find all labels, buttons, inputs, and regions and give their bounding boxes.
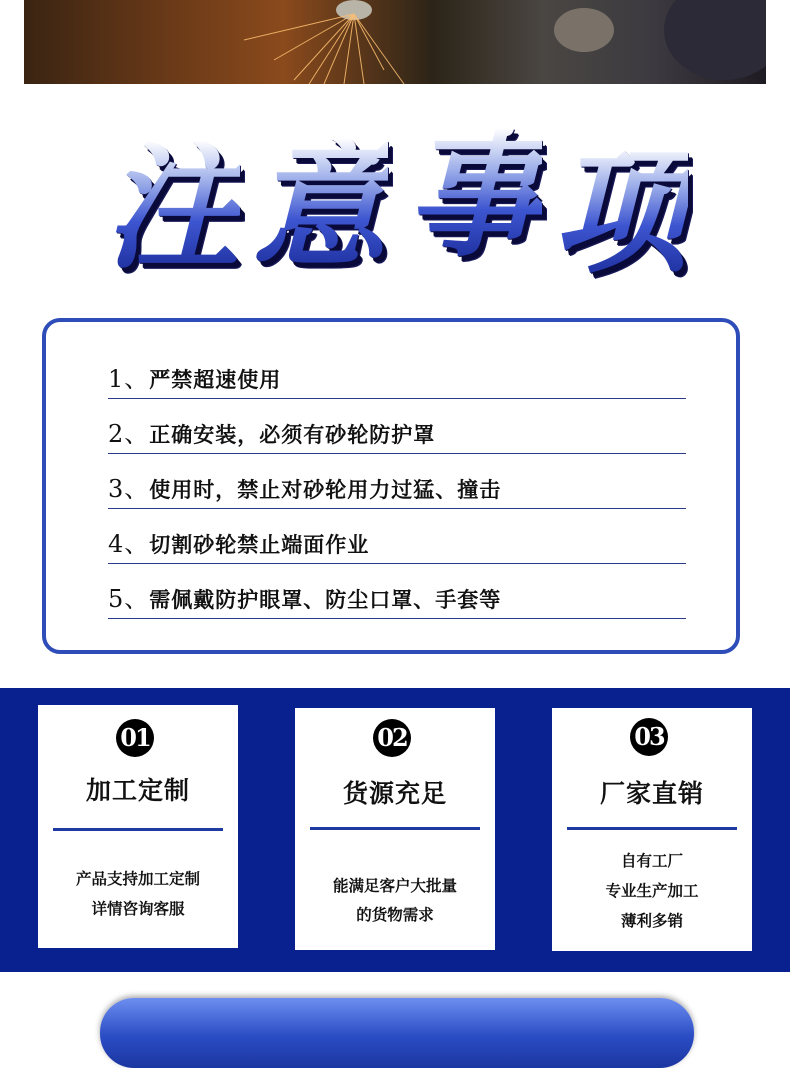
feature-desc-line: 能满足客户大批量	[332, 876, 457, 895]
heading-char-3: 事	[406, 116, 542, 276]
feature-divider	[53, 828, 223, 831]
notice-item-text: 使用时，禁止对砂轮用力过猛、撞击	[149, 477, 502, 502]
notice-item-number: 1、	[108, 365, 150, 393]
notice-box	[42, 318, 740, 654]
notice-item	[108, 580, 686, 619]
feature-desc-line: 详情咨询客服	[91, 899, 185, 918]
notice-item-number: 5、	[108, 585, 150, 613]
feature-title: 厂家直销	[599, 779, 704, 808]
feature-title: 加工定制	[85, 776, 190, 805]
feature-desc-line: 的货物需求	[356, 905, 434, 924]
feature-divider	[567, 827, 737, 830]
sparks-illustration	[24, 0, 766, 84]
heading-char-1: 注	[104, 128, 240, 288]
feature-badge: 01	[116, 719, 154, 757]
grinding-photo	[24, 0, 766, 84]
notice-item	[108, 470, 686, 509]
feature-band	[0, 688, 790, 972]
notice-item-number: 2、	[108, 420, 150, 448]
notice-item-text: 正确安装，必须有砂轮防护罩	[149, 422, 436, 447]
feature-card-custom	[38, 705, 238, 948]
feature-desc-line: 自有工厂	[620, 851, 683, 870]
feature-badge: 03	[630, 718, 668, 756]
notice-item-text: 严禁超速使用	[149, 367, 282, 392]
feature-title: 货源充足	[342, 779, 447, 808]
notice-item	[108, 415, 686, 454]
feature-desc-line: 薄利多销	[620, 911, 683, 930]
feature-divider	[310, 827, 480, 830]
notice-item-text: 切割砂轮禁止端面作业	[149, 532, 370, 557]
notice-item-number: 4、	[108, 530, 150, 558]
feature-card-supply	[295, 708, 495, 950]
heading-char-2: 意	[252, 126, 388, 286]
notice-item-number: 3、	[108, 475, 150, 503]
next-section-banner	[100, 998, 694, 1068]
feature-card-direct	[552, 708, 752, 951]
feature-badge: 02	[373, 719, 411, 757]
notice-heading	[0, 110, 790, 290]
heading-char-4: 项	[552, 132, 688, 292]
notice-item	[108, 525, 686, 564]
feature-desc-line: 专业生产加工	[605, 881, 699, 900]
feature-desc-line: 产品支持加工定制	[75, 869, 200, 888]
notice-item	[108, 360, 686, 399]
notice-item-text: 需佩戴防护眼罩、防尘口罩、手套等	[149, 587, 502, 612]
